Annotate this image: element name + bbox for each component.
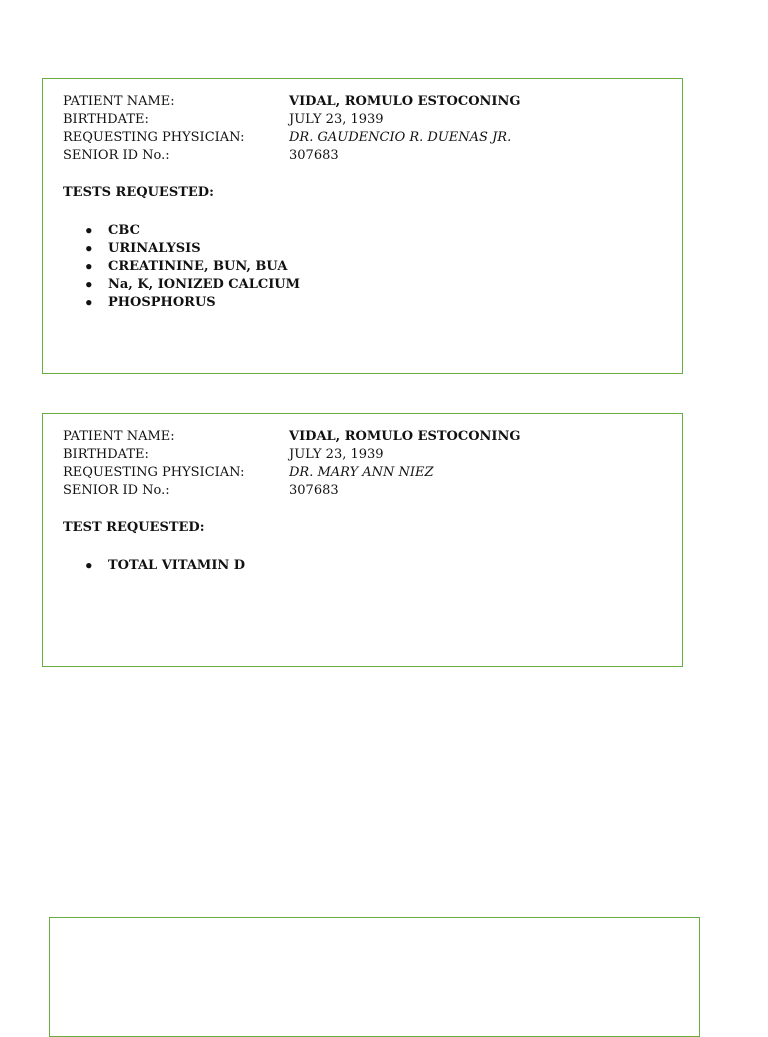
senior-id-value: 307683: [289, 148, 339, 163]
test-item: • URINALYSIS: [63, 240, 520, 258]
patient-info: [63, 93, 520, 312]
patient-info: [63, 428, 520, 575]
birthdate-row: [63, 111, 520, 129]
test-item: • Na, K, IONIZED CALCIUM: [63, 276, 520, 294]
test-item: • CBC: [63, 222, 520, 240]
senior-id-label: SENIOR ID No.:: [63, 148, 170, 163]
physician-value: DR. GAUDENCIO R. DUENAS JR.: [289, 130, 512, 145]
patient-name-row: [63, 93, 520, 111]
senior-id-row: [63, 147, 520, 165]
birthdate-label: BIRTHDATE:: [63, 112, 149, 127]
lab-request-card-3: [49, 917, 700, 1037]
birthdate-label: BIRTHDATE:: [63, 447, 149, 462]
patient-name-value: VIDAL, ROMULO ESTOCONING: [289, 94, 521, 109]
senior-id-row: [63, 482, 520, 500]
birthdate-value: JULY 23, 1939: [289, 112, 384, 127]
physician-row: [63, 129, 520, 147]
tests-list: [63, 222, 520, 312]
senior-id-label: SENIOR ID No.:: [63, 483, 170, 498]
patient-name-label: PATIENT NAME:: [63, 429, 175, 444]
senior-id-value: 307683: [289, 483, 339, 498]
birthdate-value: JULY 23, 1939: [289, 447, 384, 462]
patient-name-label: PATIENT NAME:: [63, 94, 175, 109]
tests-list: [63, 557, 520, 575]
test-item: • CREATININE, BUN, BUA: [63, 258, 520, 276]
test-item: • PHOSPHORUS: [63, 294, 520, 312]
physician-row: [63, 464, 520, 482]
test-item: • TOTAL VITAMIN D: [63, 557, 520, 575]
physician-value: DR. MARY ANN NIEZ: [289, 465, 434, 480]
patient-name-value: VIDAL, ROMULO ESTOCONING: [289, 429, 521, 444]
lab-request-card-2: [42, 413, 683, 667]
tests-heading: TESTS REQUESTED:: [63, 185, 214, 200]
lab-request-card-1: [42, 78, 683, 374]
physician-label: REQUESTING PHYSICIAN:: [63, 130, 245, 145]
physician-label: REQUESTING PHYSICIAN:: [63, 465, 245, 480]
patient-name-row: [63, 428, 520, 446]
birthdate-row: [63, 446, 520, 464]
tests-heading: TEST REQUESTED:: [63, 520, 205, 535]
